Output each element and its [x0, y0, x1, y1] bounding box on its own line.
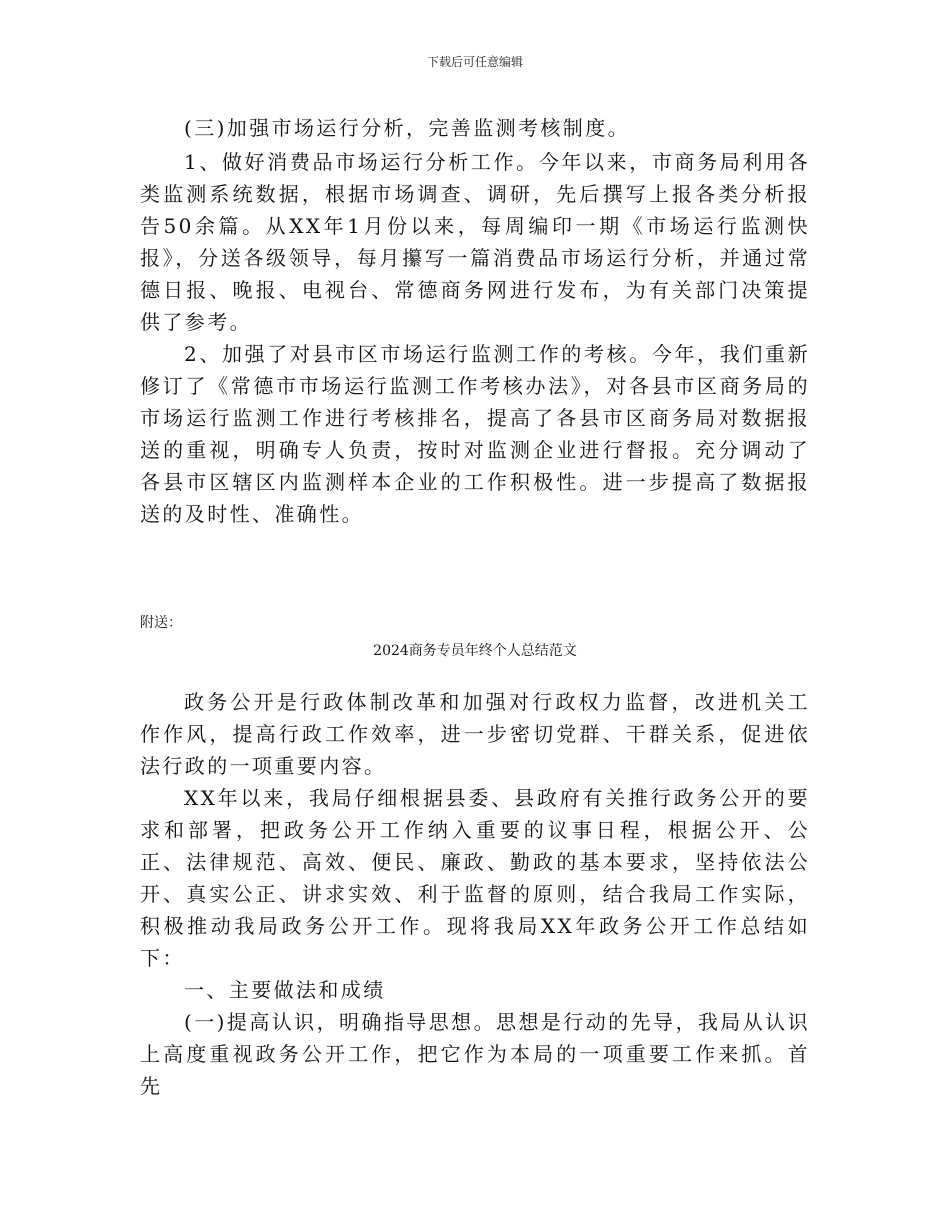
- paragraph-monitoring-assessment: 2、加强了对县市区市场运行监测工作的考核。今年，我们重新修订了《常德市市场运行监测工作考核办法》，对各县市区商务局的市场运行监测工作进行考核排名，提高了各县市区商务局对数据报送的重视，明确专人负责，按时对监测企业进行督报。充分调动了各县市区辖区内监测样本企业的工作积极性。进一步提高了数据报送的及时性、准确性。: [140, 342, 810, 526]
- paragraph-awareness: (一)提高认识，明确指导思想。思想是行动的先导，我局从认识上高度重视政务公开工作，把它作为本局的一项重要工作来抓。首先: [140, 1010, 810, 1098]
- paragraph-intro: 政务公开是行政体制改革和加强对行政权力监督，改进机关工作作风，提高行政工作效率，进一步密切党群、干群关系，促进依法行政的一项重要内容。: [140, 690, 810, 778]
- paragraph-market-analysis: 1、做好消费品市场运行分析工作。今年以来，市商务局利用各类监测系统数据，根据市场调查、调研，先后撰写上报各类分析报告50余篇。从XX年1月份以来，每周编印一期《市场运行监测快报》，分送各级领导，每月攥写一篇消费品市场运行分析，并通过常德日报、晚报、电视台、常德商务网进行发布，为有关部门决策提供了参考。: [140, 150, 810, 334]
- attachment-label: 附送：: [140, 615, 182, 631]
- paragraph-overview: XX年以来，我局仔细根据县委、县政府有关推行政务公开的要求和部署，把政务公开工作纳入重要的议事日程，根据公开、公正、法律规范、高效、便民、廉政、勤政的基本要求，坚持依法公开、真实公正、讲求实效、利于监督的原则，结合我局工作实际，积极推动我局政务公开工作。现将我局XX年政务公开工作总结如下：: [140, 786, 810, 970]
- section-heading-3: (三)加强市场运行分析，完善监测考核制度。: [184, 116, 631, 140]
- header-note: 下载后可任意编辑: [426, 55, 523, 69]
- attachment-title: 2024商务专员年终个人总结范文: [373, 643, 577, 659]
- section-heading-1: 一、主要做法和成绩: [184, 978, 386, 1002]
